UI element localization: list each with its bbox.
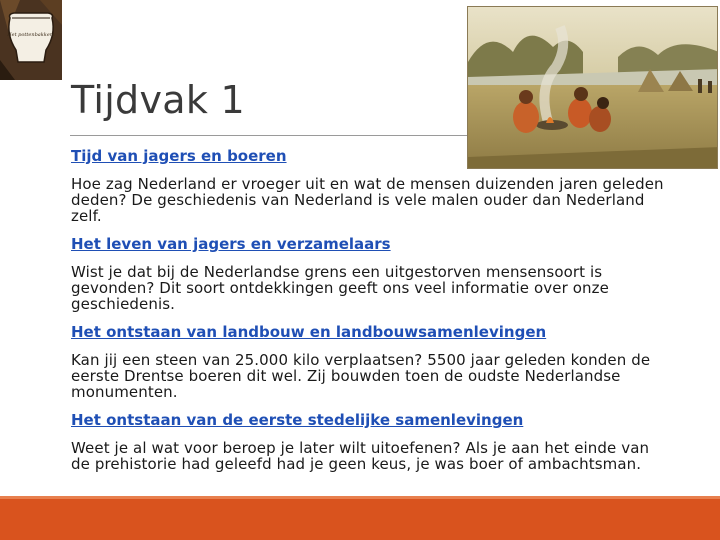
content-sections	[71, 146, 671, 482]
prehistoric-camp-illustration-icon	[468, 7, 718, 169]
section-link-landbouw[interactable]: Het ontstaan van landbouw en landbouwsamenlevingen	[71, 323, 547, 341]
section-text-stedelijke-samenlevingen: Weet je al wat voor beroep je later wilt uitoefenen? Als je aan het einde van de prehistorie had geleefd had je geen keus, je was boer of ambachtsman.	[71, 439, 650, 473]
section-link-jagers-en-verzamelaars[interactable]: Het leven van jagers en verzamelaars	[71, 235, 391, 253]
header-illustration	[467, 6, 718, 169]
section-text-jagers-en-verzamelaars: Wist je dat bij de Nederlandse grens een uitgestorven mensensoort is gevonden? Dit soort ontdekkingen geeft ons veel informatie over onze geschiedenis.	[71, 263, 609, 313]
footer-accent-line	[0, 496, 720, 499]
title-divider	[70, 135, 467, 136]
section-link-jagers-en-boeren[interactable]: Tijd van jagers en boeren	[71, 147, 287, 165]
pot-logo-icon	[0, 0, 62, 80]
section-link-stedelijke-samenlevingen[interactable]: Het ontstaan van de eerste stedelijke samenlevingen	[71, 411, 524, 429]
logo	[0, 0, 62, 80]
page-title: Tijdvak 1	[71, 78, 246, 122]
section-text-landbouw: Kan jij een steen van 25.000 kilo verplaatsen? 5500 jaar geleden konden de eerste Drentse boeren dit wel. Zij bouwden toen de oudste Nederlandse monumenten.	[71, 351, 651, 401]
section-text-jagers-en-boeren: Hoe zag Nederland er vroeger uit en wat de mensen duizenden jaren geleden deden? De geschiedenis van Nederland is vele malen ouder dan Nederland zelf.	[71, 175, 664, 225]
footer-accent-bar	[0, 496, 720, 540]
svg-text:Het pottenbakkers: Het pottenbakkers	[7, 32, 55, 38]
